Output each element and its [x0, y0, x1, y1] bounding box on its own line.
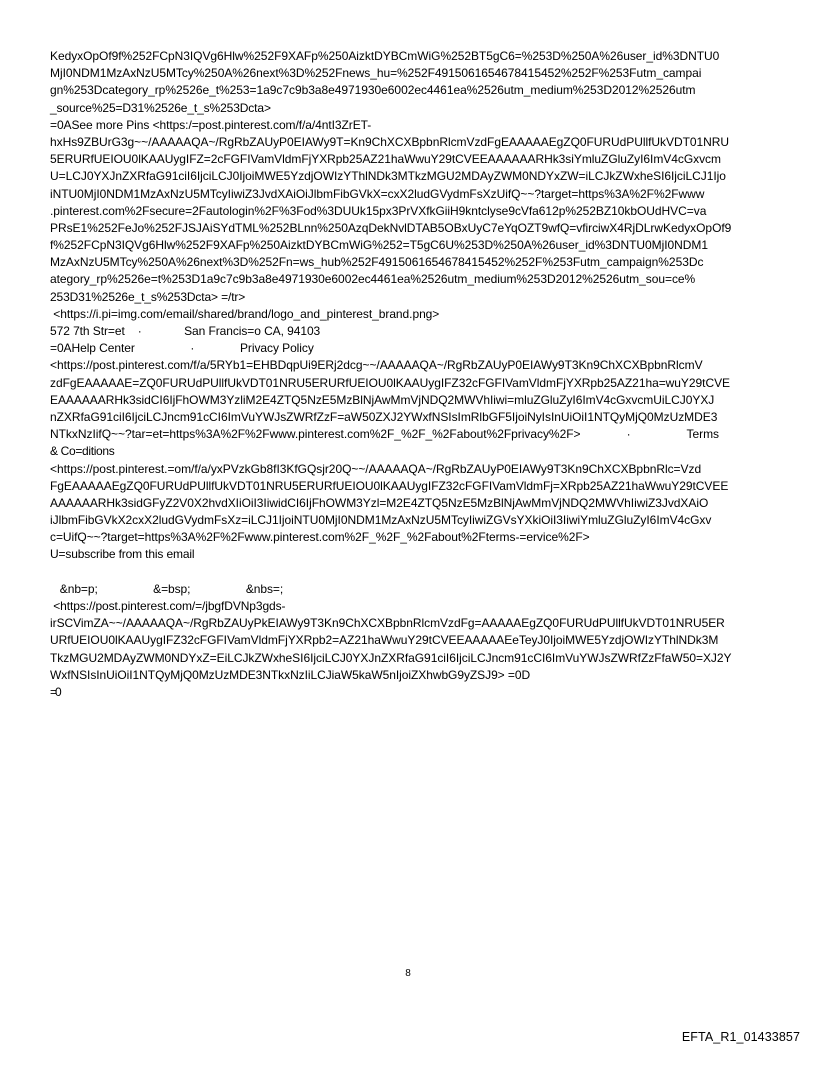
text-line: iJlbmFibGVkX2cxX2ludGVydmFsXz=iLCJ1IjoiNTU0MjI0NDM1MzAxNzU5MTcyIiwiZGVsYXkiOiI3IiwiYmluZGluZyI6ImV4cGxv: [50, 513, 712, 528]
text-line: <https://post.pinterest.com/f/a/5RYb1=EHBDqpUi9ERj2dcg~~/AAAAAQA~/RgRbZAUyP0EIAWy9T3Kn9ChXCXBpbnRlcmV: [50, 358, 703, 373]
page-number: 8: [405, 968, 411, 979]
email-body-text: [50, 48, 770, 701]
text-line: WxfNSIsInUiOiI1NTQyMjQ0MzUzMDE3NTkxNzIiLCJiaW5kaW5nIjoiZXhwbG9yZSJ9> =0D: [50, 667, 531, 682]
privacy-terms-line: NTkxNzIifQ~~?tar=et=https%3A%2F%2Fwww.pinterest.com%2F_%2F_%2Fabout%2Fprivacy%2F> · Terms: [50, 427, 720, 442]
blank-line: [50, 564, 770, 581]
nbsp-line: &nb=p; &=bsp; &nbs=;: [50, 581, 284, 596]
text-line: =0: [50, 684, 60, 699]
text-line: 5ERURfUEIOU0lKAAUygIFZ=2cFGFIVamVldmFjYXRpb25AZ21haWwuY29tCVEEAAAAAARHk3siYmluZGluZyI6ImV4cGxvcm: [50, 152, 721, 167]
text-line: nZXRfaG91ciI6IjciLCJncm91cCI6ImVuYWJsZWRfZzF=aW50ZXJ2YWxfNSIsImRlbGF5IjoiNyIsInUiOiI1NTQyMjQ0MzUzMDE3: [50, 409, 718, 424]
text-line: .pinterest.com%2Fsecure=2Fautologin%2F%3Fod%3DUUk15px3PrVXfkGiiH9kntclyse9cVfa612p%252BZ10kbOUdHVC=va: [50, 203, 707, 218]
text-line: PRsE1%252FeJo%252FJSJAiSYdTML%252BLnn%250AzqDekNvlDTAB5OBxUyC7eYqOZT9wfQ=vfirciwX4RjDLrwKedyxOpOf9: [50, 220, 732, 235]
text-line: URfUEIOU0lKAAUygIFZ32cFGFIVamVldmFjYXRpb2=AZ21haWwuY29tCVEEAAAAAEeTeyJ0IjoiMWE5YzdjOWIzYThlNDk3M: [50, 633, 719, 648]
text-line: & Co=ditions: [50, 444, 115, 459]
text-line: <https://post.pinterest.com/=/jbgfDVNp3gds-: [50, 599, 286, 613]
text-line: 253D31%2526e_t_s%253Dcta> =/tr>: [50, 289, 246, 304]
logo-url-line: <https://i.pi=img.com/email/shared/brand/logo_and_pinterest_brand.png>: [50, 306, 440, 321]
text-line: TkzMGU2MDAyZWM0NDYxZ=EiLCJkZWxheSI6IjciLCJ0YXJnZXRfaG91ciI6IjciLCJncm91cCI6ImVuYWJsZWRfZzFfaW50=XJ2Y: [50, 650, 732, 665]
text-line: zdFgEAAAAAE=ZQ0FURUdPUllfUkVDT01NRU5ERURfUEIOU0lKAAUygIFZ32cFGFIVamVldmFjYXRpb25AZ21ha=wuY29tCVE: [50, 375, 731, 390]
help-privacy-line: =0AHelp Center · Privacy Policy: [50, 341, 314, 356]
text-line: gn%253Dcategory_rp%2526e_t%253=1a9c7c9b3a8e4971930e6002ec4461ea%2526utm_medium%253D2012%2526utm: [50, 83, 696, 98]
text-line: MzAxNzU5MTcy%250A%26next%3D%252Fn=ws_hub%252F4915061654678415452%252F%253Futm_campaign%253Dc: [50, 255, 704, 270]
text-line: c=UifQ~~?target=https%3A%2F%2Fwww.pinterest.com%2F_%2F_%2Fabout%2Fterms-=ervice%2F>: [50, 530, 590, 545]
text-line: f%252FCpN3IQVg6Hlw%252F9XAFp%250AizktDYBCmWiG%252=T5gC6U%253D%250A%26user_id%3DNTU0MjI0NDM1: [50, 238, 708, 253]
text-line: hxHs9ZBUrG3g~~/AAAAAQA~/RgRbZAUyP0EIAWy9T=Kn9ChXCXBpbnRlcmVzdFgEAAAAAEgZQ0FURUdPUllfUkVDT01NRU: [50, 134, 730, 149]
text-line: EAAAAAARHk3sidCI6IjFhOWM3YzliM2E4ZTQ5NzE5MzBlNjAwMmVjNDQ2MWVhIiwi=mluZGluZyI6ImV4cGxvcmUiLCJ0YXJ: [50, 392, 715, 407]
text-line: <https://post.pinterest.=om/f/a/yxPVzkGb8fI3KfGQsjr20Q~~/AAAAAQA~/RgRbZAUyP0EIAWy9T3Kn9ChXCXBpbnRlc=Vzd: [50, 461, 702, 476]
text-line: _source%25=D31%2526e_t_s%253Dcta>: [50, 100, 271, 115]
see-more-pins-line: =0ASee more Pins <https:/=post.pinterest.com/f/a/4ntI3ZrET-: [50, 117, 372, 132]
text-line: MjI0NDM1MzAxNzU5MTcy%250A%26next%3D%252Fnews_hu=%252F4915061654678415452%252F%253Futm_campai: [50, 66, 702, 81]
address-line: 572 7th Str=et · San Francis=o CA, 94103: [50, 324, 321, 338]
document-id: EFTA_R1_01433857: [681, 1030, 800, 1044]
text-line: iNTU0MjI0NDM1MzAxNzU5MTcyIiwiZ3JvdXAiOiJlbmFibGVkX=cxX2ludGVydmFsXzUifQ~~?target=https%3A%2F%2Fwww: [50, 186, 705, 201]
text-line: irSCVimZA~~/AAAAAQA~/RgRbZAUyPkEIAWy9T3Kn9ChXCXBpbnRlcmVzdFg=AAAAAEgZQ0FURUdPUllfUkVDT01NRU5ER: [50, 616, 725, 631]
unsubscribe-line: U=subscribe from this email: [50, 547, 195, 562]
text-line: U=LCJ0YXJnZXRfaG91ciI6IjciLCJ0IjoiMWE5YzdjOWIzYThlNDk3MTkzMGU2MDAyZWM0NDYxZW=iLCJkZWxheSI6IjciLCJ1Ijo: [50, 169, 726, 184]
text-line: KedyxOpOf9f%252FCpN3IQVg6Hlw%252F9XAFp%250AizktDYBCmWiG%252BT5gC6=%253D%250A%26user_id%3DNTU0: [50, 49, 720, 63]
text-line: AAAAAARHk3sidGFyZ2V0X2hvdXIiOiI3IiwidCI6IjFhOWM3Yzl=M2E4ZTQ5NzE5MzBlNjAwMmVjNDQ2MWVhIiwiZ3JvdXAiO: [50, 495, 709, 510]
text-line: ategory_rp%2526e=t%253D1a9c7c9b3a8e4971930e6002ec4461ea%2526utm_medium%253D2012%2526utm_sou=ce%: [50, 272, 696, 287]
text-line: FgEAAAAAEgZQ0FURUdPUllfUkVDT01NRU5ERURfUEIOU0lKAAUygIFZ32cFGFIVamVldmFj=XRpb25AZ21haWwuY29tCVEE: [50, 478, 729, 493]
